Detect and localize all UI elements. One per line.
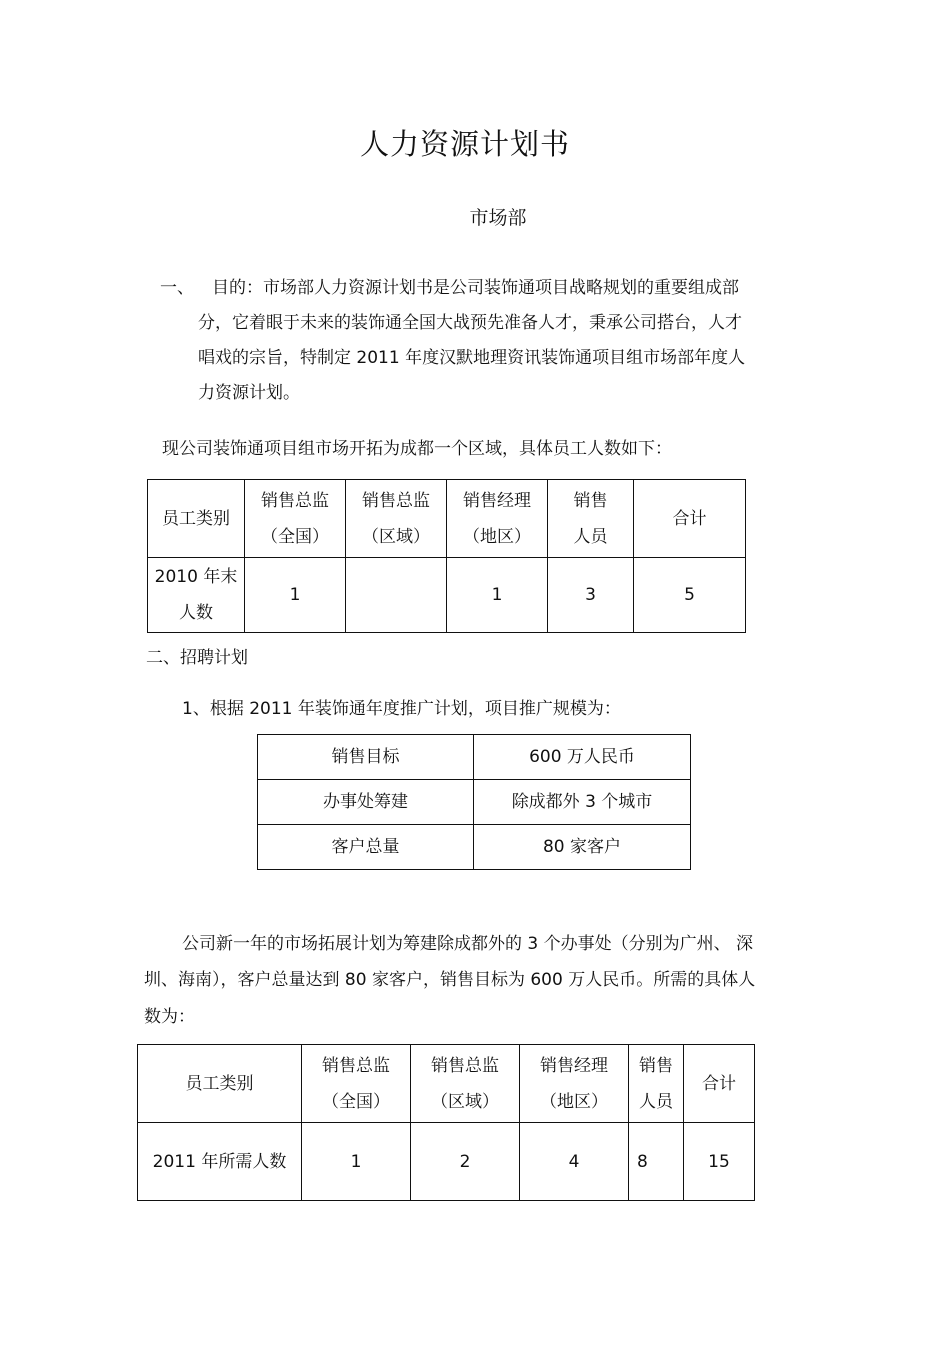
- table-row: [258, 825, 691, 870]
- department-subtitle: 市场部: [469, 207, 527, 229]
- header-line: 人员: [573, 526, 608, 547]
- cell-value: 5: [634, 558, 746, 633]
- section1-line-1: 目的：市场部人力资源计划书是公司装饰通项目战略规划的重要组成部: [212, 278, 739, 298]
- section1-line-3: 唱戏的宗旨，特制定 2011 年度汉默地理资讯装饰通项目组市场部年度人: [198, 348, 746, 368]
- header-sales-staff: [629, 1045, 684, 1123]
- row-label-line: 人数: [179, 603, 213, 623]
- header-line: 销售: [573, 490, 608, 511]
- header-director-regional: [346, 480, 447, 558]
- header-total: 合计: [634, 480, 746, 558]
- header-director-national: [245, 480, 346, 558]
- table-header-row: [148, 480, 746, 558]
- row-label-line: 2010 年末: [154, 567, 238, 587]
- header-line: 销售总监: [261, 490, 329, 511]
- header-line: 销售总监: [362, 490, 430, 511]
- cell-value: 3: [548, 558, 634, 633]
- row-label: 2011 年所需人数: [138, 1123, 302, 1201]
- cell-value: 2: [411, 1123, 520, 1201]
- header-line: （地区）: [463, 526, 531, 547]
- cell-value: 8: [629, 1123, 684, 1201]
- row-label: [148, 558, 245, 633]
- intro-line: 现公司装饰通项目组市场开拓为成都一个区域，具体员工人数如下：: [162, 439, 672, 459]
- header-sales-manager: [520, 1045, 629, 1123]
- header-line: 销售经理: [463, 490, 531, 511]
- section1-line-2: 分，它着眼于未来的装饰通全国大战预先准备人才，秉承公司搭台，人才: [198, 313, 742, 333]
- document-title: 人力资源计划书: [359, 127, 570, 161]
- header-line: 人员: [639, 1091, 673, 1112]
- section1-number: 一、: [160, 278, 194, 298]
- cell-value: 4: [520, 1123, 629, 1201]
- paragraph-line-1: 公司新一年的市场拓展计划为筹建除成都外的 3 个办事处（分别为广州、 深: [182, 934, 754, 954]
- cell-value: 除成都外 3 个城市: [474, 780, 691, 825]
- cell-value: 15: [684, 1123, 755, 1201]
- cell-value: [346, 558, 447, 633]
- cell-value: 600 万人民币: [474, 735, 691, 780]
- header-line: （地区）: [540, 1091, 608, 1112]
- header-line: 销售经理: [540, 1055, 608, 1076]
- table-promotion-scale: [257, 734, 691, 870]
- header-line: （全国）: [261, 526, 329, 547]
- table-2011-staff: [137, 1044, 755, 1201]
- paragraph-line-2: 圳、海南），客户总量达到 80 家客户，销售目标为 600 万人民币。所需的具体人: [144, 970, 756, 990]
- cell-label: 客户总量: [258, 825, 474, 870]
- cell-value: 80 家客户: [474, 825, 691, 870]
- header-sales-manager: [447, 480, 548, 558]
- table-row: [138, 1123, 755, 1201]
- header-line: 销售总监: [322, 1055, 390, 1076]
- header-line: 销售总监: [431, 1055, 499, 1076]
- header-line: （区域）: [362, 526, 430, 547]
- header-director-regional: [411, 1045, 520, 1123]
- header-sales-staff: [548, 480, 634, 558]
- header-line: （区域）: [431, 1091, 499, 1112]
- cell-value: 1: [245, 558, 346, 633]
- cell-label: 销售目标: [258, 735, 474, 780]
- section1-line-4: 力资源计划。: [198, 383, 300, 403]
- table-header-row: [138, 1045, 755, 1123]
- table-row: [148, 558, 746, 633]
- cell-value: 1: [302, 1123, 411, 1201]
- header-line: （全国）: [322, 1091, 390, 1112]
- header-employee-type: 员工类别: [148, 480, 245, 558]
- header-line: 销售: [639, 1055, 673, 1076]
- header-employee-type: 员工类别: [138, 1045, 302, 1123]
- table-2010-staff: [147, 479, 746, 633]
- section2-heading: 二、招聘计划: [146, 648, 248, 668]
- paragraph-line-3: 数为：: [144, 1007, 195, 1027]
- item-1: 1、根据 2011 年装饰通年度推广计划，项目推广规模为：: [182, 699, 621, 719]
- cell-label: 办事处筹建: [258, 780, 474, 825]
- table-row: [258, 735, 691, 780]
- header-total: 合计: [684, 1045, 755, 1123]
- header-director-national: [302, 1045, 411, 1123]
- table-row: [258, 780, 691, 825]
- cell-value: 1: [447, 558, 548, 633]
